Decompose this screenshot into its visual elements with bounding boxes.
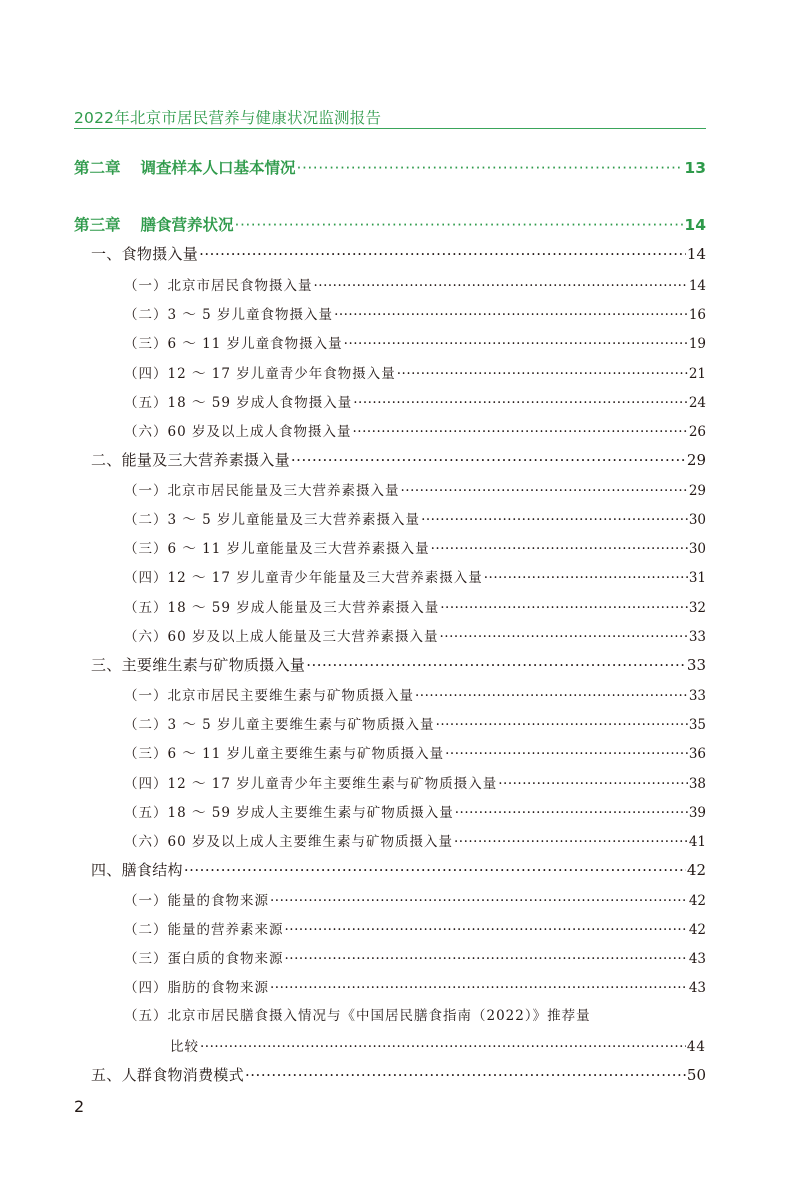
page-ref: 43 xyxy=(688,980,706,996)
subsection-title: （六）60 岁及以上成人主要维生素与矿物质摄入量 xyxy=(124,834,453,850)
dot-leader xyxy=(199,245,686,263)
page-ref: 43 xyxy=(688,951,706,967)
subsection-title: （六）60 岁及以上成人能量及三大营养素摄入量 xyxy=(124,629,439,645)
running-header: 2022年北京市居民营养与健康状况监测报告 xyxy=(74,109,382,127)
toc-subsection-multiline-first[interactable]: （五）北京市居民膳食摄入情况与《中国居民膳食指南（2022）》推荐量 xyxy=(124,1008,591,1024)
section-title: 二、能量及三大营养素摄入量 xyxy=(91,451,290,469)
toc-section-4[interactable] xyxy=(91,859,706,880)
dot-leader xyxy=(397,366,688,382)
page-ref: 13 xyxy=(684,159,706,177)
page-ref: 32 xyxy=(688,600,706,616)
subsection-title: （六）60 岁及以上成人食物摄入量 xyxy=(124,424,352,440)
toc-section-5[interactable] xyxy=(91,1064,706,1085)
toc-subsection[interactable] xyxy=(124,391,706,411)
toc-subsection[interactable] xyxy=(124,274,706,294)
page-ref: 33 xyxy=(688,688,706,704)
subsection-title: （四）12 ～ 17 岁儿童青少年主要维生素与矿物质摄入量 xyxy=(124,776,498,792)
toc-subsection[interactable] xyxy=(124,713,706,733)
dot-leader xyxy=(291,451,686,469)
page-ref: 36 xyxy=(688,746,706,762)
dot-leader xyxy=(440,600,688,616)
page-ref: 42 xyxy=(688,922,706,938)
subsection-title: （一）能量的食物来源 xyxy=(124,893,269,909)
dot-leader xyxy=(334,307,688,323)
page-ref: 50 xyxy=(686,1066,706,1084)
section-title: 五、人群食物消费模式 xyxy=(91,1066,245,1084)
section-title: 三、主要维生素与矿物质摄入量 xyxy=(91,656,306,674)
page-ref: 38 xyxy=(688,776,706,792)
dot-leader xyxy=(314,278,688,294)
page-ref: 14 xyxy=(686,245,706,263)
dot-leader xyxy=(306,656,686,674)
page-ref: 44 xyxy=(686,1039,706,1055)
chapter-title: 调查样本人口基本情况 xyxy=(140,159,296,177)
toc-chapter-2[interactable] xyxy=(74,156,706,178)
dot-leader xyxy=(445,746,688,762)
page-ref: 42 xyxy=(686,861,706,879)
toc-subsection[interactable] xyxy=(124,918,706,938)
subsection-title: （三）6 ～ 11 岁儿童能量及三大营养素摄入量 xyxy=(124,541,430,557)
page-ref: 42 xyxy=(688,893,706,909)
dot-leader xyxy=(484,570,688,586)
toc-subsection[interactable] xyxy=(124,537,706,557)
dot-leader xyxy=(401,483,688,499)
chapter-label: 第三章 xyxy=(74,216,121,234)
dot-leader xyxy=(344,336,688,352)
page-ref: 30 xyxy=(688,512,706,528)
subsection-title: （一）北京市居民主要维生素与矿物质摄入量 xyxy=(124,688,414,704)
toc-subsection[interactable] xyxy=(124,332,706,352)
toc-subsection[interactable] xyxy=(124,508,706,528)
toc-subsection[interactable] xyxy=(124,303,706,323)
dot-leader xyxy=(270,893,688,909)
subsection-title: （二）3 ～ 5 岁儿童食物摄入量 xyxy=(124,307,334,323)
dot-leader xyxy=(439,629,687,645)
page-ref: 35 xyxy=(688,717,706,733)
chapter-label: 第二章 xyxy=(74,159,121,177)
subsection-title: （五）18 ～ 59 岁成人主要维生素与矿物质摄入量 xyxy=(124,805,454,821)
subsection-title: （二）能量的营养素来源 xyxy=(124,922,284,938)
toc-subsection[interactable] xyxy=(124,947,706,967)
page-ref: 26 xyxy=(688,424,706,440)
dot-leader xyxy=(353,395,688,411)
subsection-title: （四）脂肪的食物来源 xyxy=(124,980,269,996)
toc-section-1[interactable] xyxy=(91,243,706,264)
toc-subsection[interactable] xyxy=(124,566,706,586)
page-ref: 33 xyxy=(688,629,706,645)
subsection-title: （五）18 ～ 59 岁成人能量及三大营养素摄入量 xyxy=(124,600,440,616)
dot-leader xyxy=(297,159,684,177)
toc-subsection[interactable] xyxy=(124,976,706,996)
toc-chapter-3[interactable] xyxy=(74,213,706,235)
page-ref: 31 xyxy=(688,570,706,586)
dot-leader xyxy=(455,805,688,821)
toc-subsection[interactable] xyxy=(124,772,706,792)
toc-subsection-multiline-cont[interactable] xyxy=(170,1035,706,1055)
toc-section-3[interactable] xyxy=(91,654,706,675)
subsection-title: （一）北京市居民食物摄入量 xyxy=(124,278,313,294)
toc-section-2[interactable] xyxy=(91,449,706,470)
page-ref: 19 xyxy=(688,336,706,352)
subsection-title: （四）12 ～ 17 岁儿童青少年食物摄入量 xyxy=(124,366,396,382)
section-title: 四、膳食结构 xyxy=(91,861,183,879)
subsection-title: （四）12 ～ 17 岁儿童青少年能量及三大营养素摄入量 xyxy=(124,570,483,586)
page-ref: 29 xyxy=(688,483,706,499)
page-number: 2 xyxy=(74,1097,85,1116)
section-title: 一、食物摄入量 xyxy=(91,245,199,263)
page-ref: 14 xyxy=(684,216,706,234)
page-ref: 16 xyxy=(688,307,706,323)
page-ref: 29 xyxy=(686,451,706,469)
dot-leader xyxy=(200,1039,686,1055)
subsection-title: （二）3 ～ 5 岁儿童主要维生素与矿物质摄入量 xyxy=(124,717,435,733)
subsection-title: （五）18 ～ 59 岁成人食物摄入量 xyxy=(124,395,353,411)
toc-subsection[interactable] xyxy=(124,684,706,704)
page-ref: 41 xyxy=(688,834,706,850)
dot-leader xyxy=(436,717,688,733)
dot-leader xyxy=(352,424,687,440)
dot-leader xyxy=(235,216,684,234)
page-ref: 14 xyxy=(688,278,706,294)
toc-subsection[interactable] xyxy=(124,479,706,499)
toc-subsection[interactable] xyxy=(124,420,706,440)
chapter-title: 膳食营养状况 xyxy=(140,216,234,234)
toc-subsection[interactable] xyxy=(124,889,706,909)
toc-subsection[interactable] xyxy=(124,625,706,645)
subsection-title: （三）蛋白质的食物来源 xyxy=(124,951,284,967)
dot-leader xyxy=(285,951,688,967)
page-ref: 39 xyxy=(688,805,706,821)
page-ref: 30 xyxy=(688,541,706,557)
dot-leader xyxy=(421,512,688,528)
toc-subsection[interactable] xyxy=(124,801,706,821)
dot-leader xyxy=(270,980,688,996)
subsection-title: （三）6 ～ 11 岁儿童主要维生素与矿物质摄入量 xyxy=(124,746,445,762)
toc-subsection[interactable] xyxy=(124,362,706,382)
toc-subsection[interactable] xyxy=(124,596,706,616)
subsection-title: （三）6 ～ 11 岁儿童食物摄入量 xyxy=(124,336,343,352)
dot-leader xyxy=(184,861,686,879)
subsection-title: （二）3 ～ 5 岁儿童能量及三大营养素摄入量 xyxy=(124,512,421,528)
dot-leader xyxy=(431,541,688,557)
page-ref: 21 xyxy=(688,366,706,382)
page-ref: 33 xyxy=(686,656,706,674)
dot-leader xyxy=(285,922,688,938)
dot-leader xyxy=(498,776,688,792)
dot-leader xyxy=(415,688,688,704)
toc-subsection[interactable] xyxy=(124,742,706,762)
dot-leader xyxy=(245,1066,686,1084)
dot-leader xyxy=(454,834,688,850)
page-ref: 24 xyxy=(688,395,706,411)
subsection-title: （一）北京市居民能量及三大营养素摄入量 xyxy=(124,483,400,499)
subsection-title-cont: 比较 xyxy=(170,1039,199,1055)
toc-subsection[interactable] xyxy=(124,830,706,850)
